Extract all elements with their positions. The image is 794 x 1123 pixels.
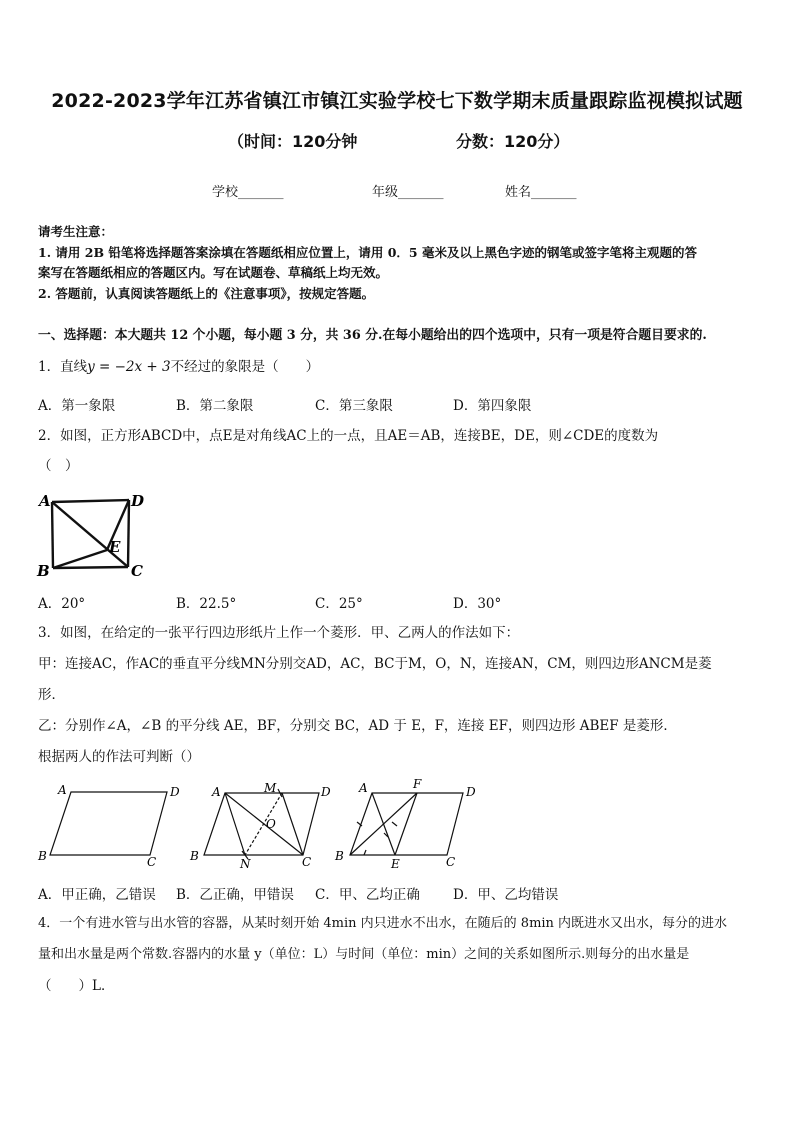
q3-parallelogram-figure: [34, 780, 194, 870]
question-1: [38, 357, 319, 377]
q3-option-c: C．甲、乙均正确: [315, 887, 420, 903]
q2-label-a: A: [39, 492, 51, 510]
q2-option-d: D．30°: [453, 596, 502, 612]
school-field: 学校_______: [212, 185, 284, 200]
question-4-blank: （ ）L．: [38, 978, 115, 994]
question-4: 4．一个有进水管与出水管的容器，从某时刻开始 4min 内只进水不出水，在随后的 8min 内既进水又出水，每分的进水: [38, 916, 728, 931]
exam-time: （时间：120分钟: [228, 132, 358, 151]
q3f2-label-o: O: [266, 817, 276, 831]
question-3: 3．如图，在给定的一张平行四边形纸片上作一个菱形．甲、乙两人的作法如下：: [38, 625, 520, 641]
q3f3-label-d: D: [466, 785, 476, 799]
q3f1-label-a: A: [58, 783, 67, 797]
q3f3-label-e: E: [391, 857, 400, 871]
q3-yi-figure: [330, 778, 490, 872]
q3f2-label-c: C: [302, 855, 312, 869]
q3f2-label-d: D: [321, 785, 331, 799]
exam-score: 分数：120分）: [456, 132, 570, 151]
q2-square-figure: [36, 490, 148, 580]
q3f2-label-a: A: [212, 785, 221, 799]
q3f1-label-d: D: [170, 785, 180, 799]
q2-label-e: E: [109, 538, 121, 556]
q2-label-b: B: [37, 562, 50, 580]
q3f2-label-m: M: [264, 781, 277, 795]
q3-jia-figure: [186, 780, 346, 872]
q1-option-b: B．第二象限: [176, 398, 254, 414]
question-2: 2．如图，正方形ABCD中，点E是对角线AC上的一点，且AE＝AB，连接BE，DE，则∠CDE的度数为: [38, 428, 659, 444]
q1-prefix: 1．直线: [38, 359, 88, 375]
q3-option-d: D．甲、乙均错误: [453, 887, 559, 903]
question-2-blank: （ ）: [38, 458, 79, 474]
q3f2-label-b: B: [190, 849, 199, 863]
question-3-jia-cont: 形．: [38, 687, 65, 703]
q1-option-d: D．第四象限: [453, 398, 532, 414]
question-4-cont: 量和出水量是两个常数.容器内的水量 y（单位：L）与时间（单位：min）之间的关系如图所示.则每分的出水量是: [38, 947, 690, 962]
q1-option-a: A．第一象限: [38, 398, 116, 414]
q2-label-d: D: [131, 492, 145, 510]
q3f3-label-f: F: [413, 778, 422, 791]
grade-field: 年级_______: [372, 185, 444, 200]
notice-item-1b: 案写在答题纸相应的答题区内。写在试题卷、草稿纸上均无效。: [38, 265, 389, 280]
q1-option-c: C．第三象限: [315, 398, 393, 414]
question-3-jia: 甲：连接AC，作AC的垂直平分线MN分别交AD，AC，BC于M，O，N，连接AN，CM，则四边形ANCM是菱: [38, 656, 712, 672]
q2-option-c: C．25°: [315, 596, 363, 612]
name-field: 姓名_______: [505, 185, 577, 200]
q2-option-a: A．20°: [38, 596, 86, 612]
q2-option-b: B．22.5°: [176, 596, 237, 612]
notice-item-2: 2. 答题前，认真阅读答题纸上的《注意事项》，按规定答题。: [38, 286, 375, 301]
q3-option-a: A．甲正确，乙错误: [38, 887, 156, 903]
q1-equation: y = −2x + 3: [87, 359, 171, 375]
section-heading: 一、选择题：本大题共 12 个小题，每小题 3 分，共 36 分.在每小题给出的四个选项中，只有一项是符合题目要求的.: [38, 328, 707, 343]
q3f1-label-b: B: [38, 849, 47, 863]
notice-heading: 请考生注意：: [38, 224, 114, 239]
q2-label-c: C: [131, 562, 143, 580]
q3-option-b: B．乙正确，甲错误: [176, 887, 294, 903]
q3f1-label-c: C: [147, 855, 157, 869]
q3f3-label-c: C: [446, 855, 456, 869]
q1-suffix: 不经过的象限是（ ）: [170, 359, 320, 375]
q3f3-label-b: B: [335, 849, 344, 863]
q3f3-label-a: A: [359, 781, 368, 795]
q3f2-label-n: N: [240, 857, 251, 871]
question-3-yi: 乙：分别作∠A，∠B 的平分线 AE，BF，分别交 BC，AD 于 E，F，连接 EF，则四边形 ABEF 是菱形．: [38, 718, 677, 734]
question-3-prompt: 根据两人的作法可判断（）: [38, 749, 200, 765]
notice-item-1a: 1. 请用 2B 铅笔将选择题答案涂填在答题纸相应位置上，请用 0．5 毫米及以上黑色字迹的钢笔或签字笔将主观题的答: [38, 245, 697, 260]
page-title: 2022-2023学年江苏省镇江市镇江实验学校七下数学期末质量跟踪监视模拟试题: [51, 90, 743, 112]
